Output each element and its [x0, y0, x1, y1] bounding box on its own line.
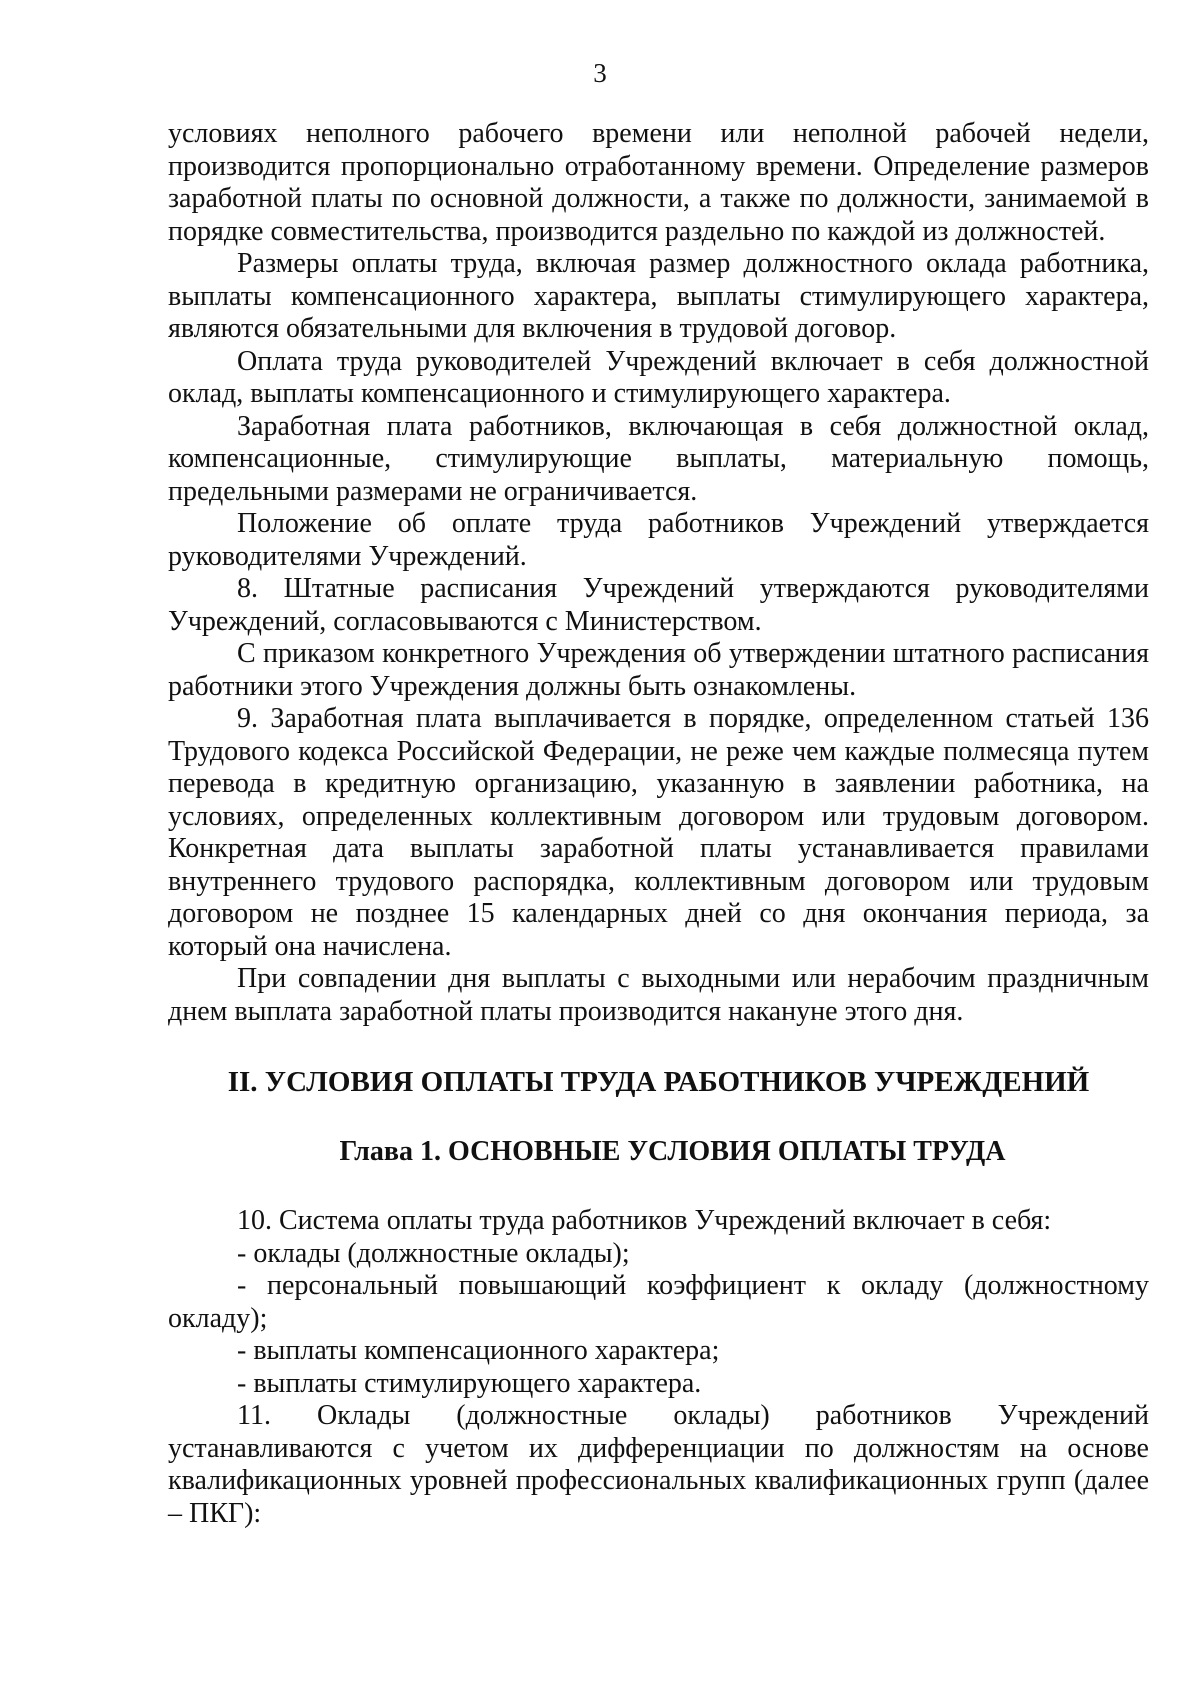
- list-item: - персональный повышающий коэффициент к окладу (должностному окладу);: [168, 1270, 1149, 1334]
- page-number: 3: [593, 58, 607, 88]
- paragraph-item-11: 11. Оклады (должностные оклады) работников Учреждений устанавливаются с учетом их дифференциации по должностям на основе квалификационных уровней профессиональных квалификационных групп (далее – ПКГ):: [168, 1400, 1149, 1529]
- section-heading: II. УСЛОВИЯ ОПЛАТЫ ТРУДА РАБОТНИКОВ УЧРЕЖДЕНИЙ: [227, 1066, 1090, 1098]
- paragraph-managers-pay: Оплата труда руководителей Учреждений включает в себя должностной оклад, выплаты компенсационного и стимулирующего характера.: [168, 345, 1149, 409]
- paragraph-pay-regulation: Положение об оплате труда работников Учреждений утверждается руководителями Учреждений.: [168, 508, 1149, 572]
- document-body: [168, 118, 1149, 1530]
- paragraph-staff-schedule: С приказом конкретного Учреждения об утверждении штатного расписания работники этого Учреждения должны быть ознакомлены.: [168, 638, 1149, 702]
- paragraph-holiday-payment: При совпадении дня выплаты с выходными или нерабочим праздничным днем выплата заработной платы производится накануне этого дня.: [168, 963, 1149, 1027]
- list-item: - выплаты стимулирующего характера.: [237, 1367, 702, 1399]
- paragraph-item-10: 10. Система оплаты труда работников Учреждений включает в себя:: [237, 1205, 1052, 1236]
- paragraph-salary-limits: Заработная плата работников, включающая в себя должностной оклад, компенсационные, стимулирующие выплаты, материальную помощь, предельными размерами не ограничивается.: [168, 410, 1149, 507]
- paragraph-item-9: 9. Заработная плата выплачивается в порядке, определенном статьей 136 Трудового кодекса Российской Федерации, не реже чем каждые полмесяца путем перевода в кредитную организацию, указанную в заявлении работника, на условиях, определенных коллективным договором или трудовым договором. Конкретная дата выплаты заработной платы устанавливается правилами внутреннего трудового распорядка, коллективным договором или трудовым договором не позднее 15 календарных дней со дня окончания периода, за который она начислена.: [168, 703, 1149, 962]
- list-item: - оклады (должностные оклады);: [237, 1237, 630, 1269]
- paragraph-continuation: условиях неполного рабочего времени или неполной рабочей недели, производится пропорционально отработанному времени. Определение размеров заработной платы по основной должности, а также по должности, занимаемой в порядке совместительства, производится раздельно по каждой из должностей.: [168, 118, 1149, 247]
- chapter-heading: Глава 1. ОСНОВНЫЕ УСЛОВИЯ ОПЛАТЫ ТРУДА: [339, 1136, 1006, 1167]
- list-item: - выплаты компенсационного характера;: [237, 1335, 720, 1366]
- paragraph-pay-components: Размеры оплаты труда, включая размер должностного оклада работника, выплаты компенсационного характера, выплаты стимулирующего характера, являются обязательными для включения в трудовой договор.: [168, 248, 1149, 344]
- paragraph-item-8: 8. Штатные расписания Учреждений утверждаются руководителями Учреждений, согласовываются с Министерством.: [168, 573, 1149, 637]
